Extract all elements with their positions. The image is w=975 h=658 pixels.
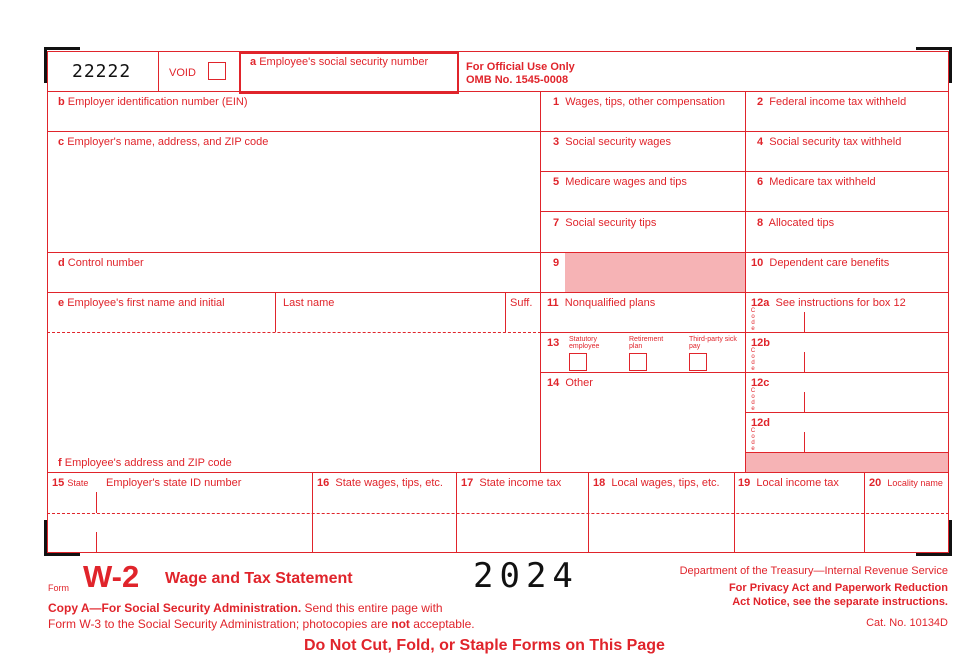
void-label: VOID	[169, 67, 196, 79]
ein-field[interactable]	[48, 110, 538, 130]
box-12b-amount-field[interactable]	[806, 352, 947, 371]
code-line	[804, 312, 805, 332]
box-label: Wages, tips, other compensation	[565, 96, 726, 108]
local-tax-field-2[interactable]	[736, 515, 863, 551]
box-12c-label: 12c	[751, 377, 770, 389]
box-12b-label: 12b	[751, 337, 770, 349]
irs-department: Department of the Treasury—Internal Revenue Service	[679, 565, 948, 577]
box-label: State wages, tips, etc.	[335, 477, 443, 489]
code-line	[804, 432, 805, 452]
official-use-label: For Official Use Only	[466, 61, 575, 73]
box-number: 15	[52, 477, 65, 489]
box-1-label	[553, 96, 725, 109]
box-label: Control number	[67, 257, 144, 269]
box-9-shade	[565, 252, 745, 292]
box-5-label	[553, 176, 687, 189]
box-number: 14	[547, 377, 560, 389]
box-number: 7	[553, 217, 560, 229]
box-f-label	[58, 457, 232, 470]
col-line	[588, 472, 589, 553]
ss-tips-field[interactable]	[542, 231, 744, 251]
box-12d-shade	[745, 453, 948, 473]
statutory-checkbox[interactable]	[569, 353, 587, 371]
frame-right	[948, 51, 949, 553]
row-line	[745, 412, 949, 413]
box-20-label	[869, 477, 943, 490]
box-letter: d	[58, 257, 65, 269]
box-number: 20	[869, 477, 882, 489]
control-number-field[interactable]	[48, 271, 538, 291]
frame-bottom	[47, 552, 949, 553]
box-11-label	[547, 297, 655, 310]
form-title: Wage and Tax Statement	[165, 570, 353, 587]
col-line	[96, 532, 97, 553]
local-wages-field-2[interactable]	[590, 515, 733, 551]
box-label: Social security tips	[565, 217, 657, 229]
privacy-notice-2: Act Notice, see the separate instructions.	[732, 596, 948, 608]
corner-mark-br	[949, 520, 952, 556]
copy-a-heading: Copy A—For Social Security Administration.	[48, 601, 302, 615]
box-number: 10	[751, 257, 764, 269]
copy-a-emphasis: not	[391, 617, 410, 631]
box-2-label	[757, 96, 906, 109]
box-14-label	[547, 377, 593, 390]
col-line	[745, 91, 746, 473]
box-number: 17	[461, 477, 474, 489]
box-12d-amount-field[interactable]	[806, 432, 947, 451]
code-line	[804, 352, 805, 372]
box-number: 3	[553, 136, 560, 148]
allocated-tips-field[interactable]	[747, 231, 947, 251]
box-label: Dependent care benefits	[769, 257, 890, 269]
box-18-label	[593, 477, 720, 490]
local-tax-field-1[interactable]	[736, 492, 863, 512]
box-letter: e	[58, 297, 65, 309]
box-12a-amount-field[interactable]	[806, 312, 947, 331]
box-9-label: 9	[553, 257, 560, 269]
copy-a-line-2	[48, 617, 475, 631]
copy-a-text: acceptable.	[409, 617, 475, 631]
state-id-field-1[interactable]	[98, 492, 311, 512]
box-12c-amount-field[interactable]	[806, 392, 947, 411]
form-word: Form	[48, 583, 69, 593]
employer-address-field[interactable]	[48, 150, 538, 250]
box-e-label	[58, 297, 225, 310]
code-label: Code	[750, 348, 756, 372]
row-line	[47, 91, 949, 92]
form-name: W-2	[83, 559, 140, 594]
do-not-cut-notice: Do Not Cut, Fold, or Staple Forms on This Page	[304, 637, 665, 654]
retirement-checkbox[interactable]	[629, 353, 647, 371]
box-number: 8	[757, 217, 764, 229]
box-label: Federal income tax withheld	[769, 96, 907, 108]
corner-mark-bl	[44, 520, 47, 556]
row-dash	[47, 513, 949, 514]
row-line	[47, 472, 949, 473]
box-number: 19	[738, 477, 751, 489]
box-label: Nonqualified plans	[564, 297, 656, 309]
box-b-label	[58, 96, 248, 109]
box-label: Other	[565, 377, 593, 389]
box-6-label	[757, 176, 876, 189]
employee-address-field[interactable]	[48, 334, 538, 454]
box-number: 12a	[751, 297, 770, 309]
state-wages-field-1[interactable]	[314, 492, 455, 512]
box-label: Employee's social security number	[259, 56, 429, 68]
state-wages-field-2[interactable]	[314, 515, 455, 551]
first-name-field[interactable]	[48, 311, 274, 331]
wages-field[interactable]	[542, 110, 744, 130]
ss-tax-field[interactable]	[747, 150, 947, 170]
corner-mark-tl	[44, 47, 80, 50]
local-wages-field-1[interactable]	[590, 492, 733, 512]
copy-a-line-1	[48, 601, 443, 615]
box-label: Employer's name, address, and ZIP code	[67, 136, 269, 148]
ssn-label	[250, 56, 428, 69]
box-label: Social security tax withheld	[769, 136, 902, 148]
third-party-checkbox[interactable]	[689, 353, 707, 371]
box-letter: c	[58, 136, 65, 148]
box-label: Local income tax	[756, 477, 839, 489]
row-line	[47, 252, 541, 253]
other-field[interactable]	[542, 392, 744, 470]
omb-number: OMB No. 1545-0008	[466, 74, 569, 86]
corner-mark-br	[916, 553, 952, 556]
box-number: 4	[757, 136, 764, 148]
corner-mark-tr	[949, 47, 952, 83]
row-line	[540, 332, 949, 333]
copy-a-text: Send this entire page with	[301, 601, 443, 615]
row-dash	[47, 332, 541, 333]
box-d-label	[58, 257, 144, 270]
code-label: Code	[750, 308, 756, 332]
box-label: Locality name	[887, 478, 943, 488]
frame-top	[47, 51, 949, 52]
state-tax-field-2[interactable]	[458, 515, 587, 551]
box-label: State income tax	[479, 477, 562, 489]
box-15-label	[52, 477, 88, 490]
box-number: 1	[553, 96, 560, 108]
box-number: 18	[593, 477, 606, 489]
box-number: 2	[757, 96, 764, 108]
box-label: Local wages, tips, etc.	[611, 477, 720, 489]
statutory-label: Statutory employee	[569, 336, 600, 350]
col-line	[158, 51, 159, 91]
box-label: Allocated tips	[768, 217, 835, 229]
void-checkbox[interactable]	[208, 62, 226, 80]
code-line	[804, 392, 805, 412]
col-line	[734, 472, 735, 553]
box-label: Medicare tax withheld	[769, 176, 876, 188]
row-line	[540, 252, 949, 253]
locality-field-2[interactable]	[866, 515, 947, 551]
third-party-label: Third-party sick pay	[689, 336, 737, 350]
last-name-label: Last name	[283, 297, 335, 309]
col-line	[96, 492, 97, 513]
state-field-1[interactable]	[48, 492, 95, 512]
row-line	[540, 292, 949, 293]
form-code: 22222	[72, 61, 132, 82]
row-line	[745, 372, 949, 373]
federal-tax-field[interactable]	[747, 110, 947, 130]
code-label: Code	[750, 428, 756, 452]
row-line	[745, 452, 949, 453]
box-19-label	[738, 477, 839, 490]
box-label: Employee's address and ZIP code	[64, 457, 232, 469]
corner-mark-bl	[44, 553, 80, 556]
suffix-field[interactable]	[506, 311, 539, 331]
copy-a-text: Form W-3 to the Social Security Administration; photocopies are	[48, 617, 392, 631]
row-line	[47, 292, 541, 293]
box-label: See instructions for box 12	[775, 297, 906, 309]
box-letter: a	[250, 56, 257, 68]
row-line	[540, 211, 949, 212]
box-10-label	[751, 257, 889, 270]
box-17-label	[461, 477, 561, 490]
state-id-label: Employer's state ID number	[106, 477, 242, 489]
box-7-label	[553, 217, 656, 230]
box-c-label	[58, 136, 268, 149]
last-name-field[interactable]	[276, 311, 504, 331]
row-line	[47, 131, 541, 132]
nonqualified-plans-field[interactable]	[542, 311, 744, 331]
box-16-label	[317, 477, 443, 490]
ss-wages-field[interactable]	[542, 150, 744, 170]
medicare-tax-field[interactable]	[747, 190, 947, 210]
box-number: 11	[547, 297, 559, 309]
code-label: Code	[750, 388, 756, 412]
state-tax-field-1[interactable]	[458, 492, 587, 512]
catalog-number: Cat. No. 10134D	[866, 617, 948, 629]
box-8-label	[757, 217, 834, 230]
box-label: Employee's first name and initial	[67, 297, 225, 309]
box-12a-label	[751, 297, 906, 310]
box-3-label	[553, 136, 671, 149]
state-label: State	[67, 478, 89, 488]
box-label: Medicare wages and tips	[565, 176, 687, 188]
box-label: Employer identification number (EIN)	[67, 96, 248, 108]
row-line	[540, 372, 745, 373]
corner-mark-tr	[916, 47, 952, 50]
suffix-label: Suff.	[510, 297, 533, 309]
box-4-label	[757, 136, 901, 149]
tax-year: 2024	[473, 556, 579, 596]
col-line	[456, 472, 457, 553]
dependent-care-field[interactable]	[747, 271, 947, 291]
box-label: Social security wages	[565, 136, 672, 148]
corner-mark-tl	[44, 47, 47, 83]
box-13-number: 13	[547, 337, 560, 349]
col-line	[864, 472, 865, 553]
col-line	[540, 91, 541, 473]
retirement-label: Retirement plan	[629, 336, 664, 350]
box-number: 16	[317, 477, 330, 489]
privacy-notice-1: For Privacy Act and Paperwork Reduction	[728, 582, 948, 594]
box-number: 6	[757, 176, 764, 188]
state-field-2[interactable]	[48, 515, 95, 551]
box-12d-label: 12d	[751, 417, 770, 429]
col-line	[312, 472, 313, 553]
state-id-field-2[interactable]	[98, 515, 311, 551]
row-line	[540, 171, 949, 172]
row-line	[540, 131, 949, 132]
locality-field-1[interactable]	[866, 492, 947, 512]
medicare-wages-field[interactable]	[542, 190, 744, 210]
box-letter: b	[58, 96, 65, 108]
box-number: 5	[553, 176, 560, 188]
box-letter: f	[58, 457, 62, 469]
